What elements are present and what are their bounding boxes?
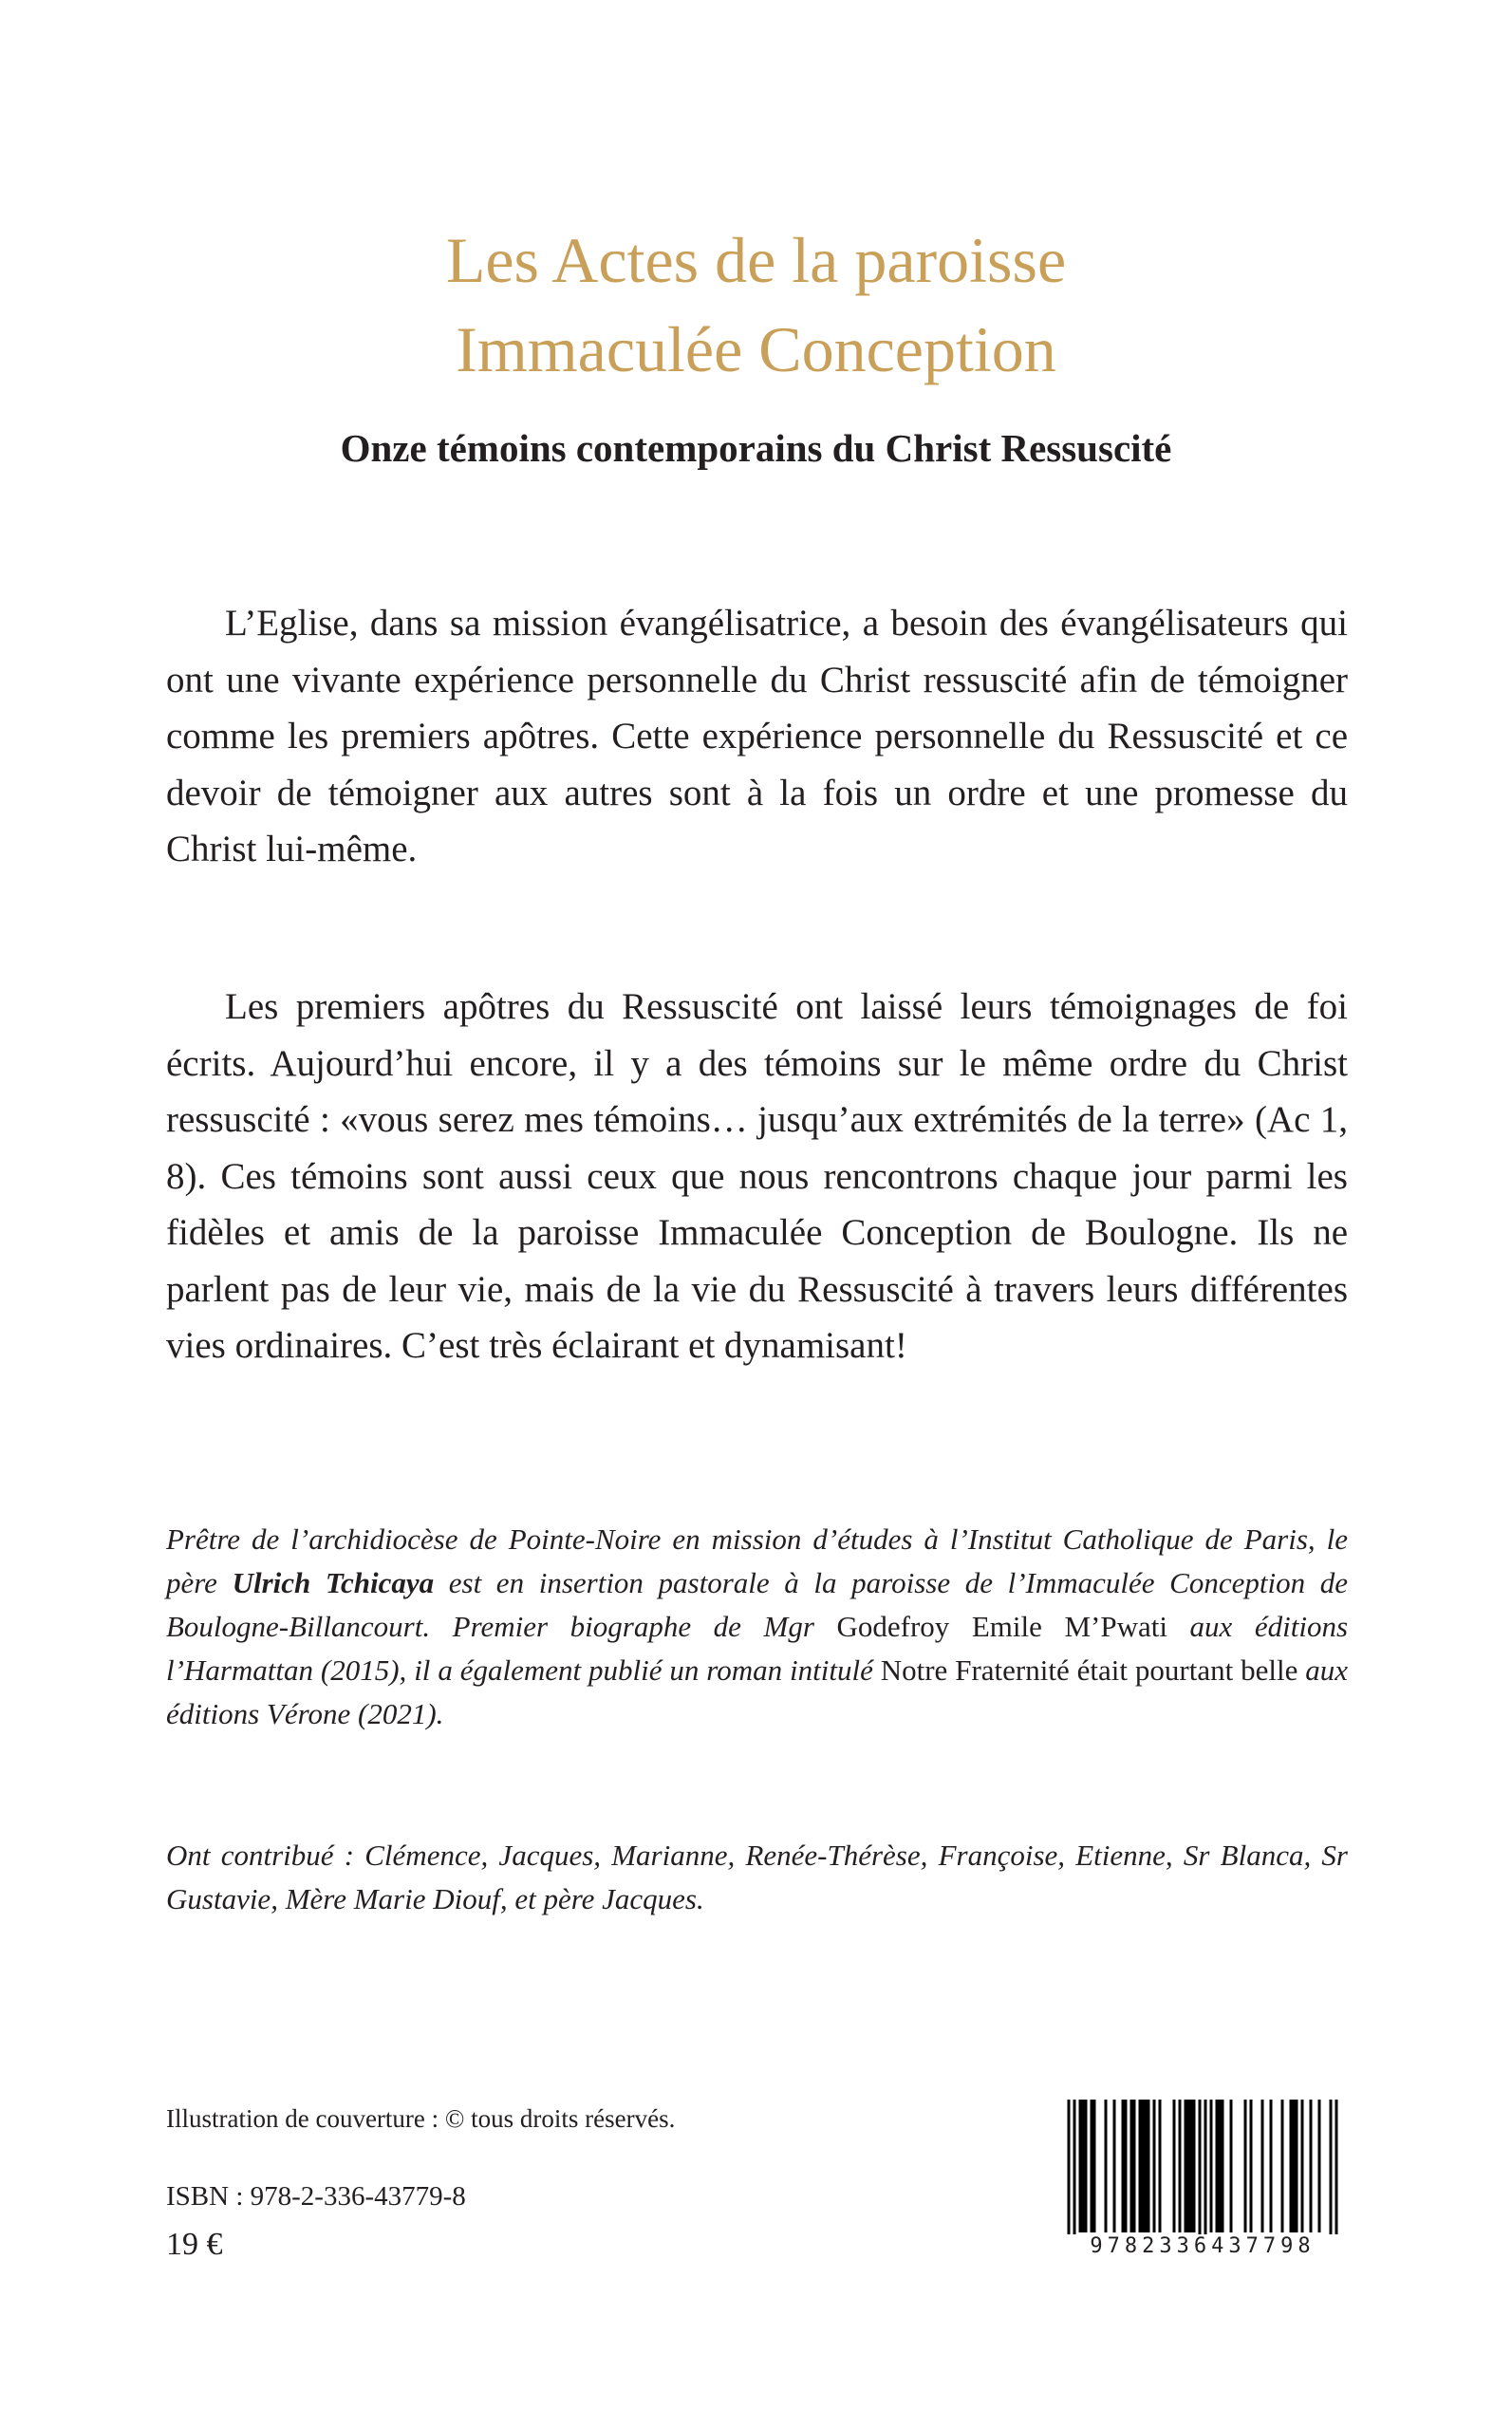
barcode-bar [1204,2100,1207,2242]
bio-text-3: aux éditions l’Harmattan (2015), il a également publié un roman intitulé [166,1610,1349,1687]
barcode-bar [1068,2100,1071,2242]
bio-book-title-1: Godefroy Emile M’Pwati [836,1610,1167,1643]
barcode-bar [1281,2100,1284,2232]
blurb-paragraph-1: L’Eglise, dans sa mission évangélisatrice, a besoin des évangélisateurs qui ont une vivante expérience personnelle du Christ ressuscité afin de témoigner comme les premiers apôtres. Cette expérience personnelle du Ressuscité et ce devoir de témoigner aux autres sont à la fois un ordre et une promesse du Christ lui-même. [166,603,1348,869]
barcode-digits: 9782336437798 [1060,2234,1345,2258]
barcode-bar [1130,2100,1133,2232]
illustration-credit: Illustration de couverture : © tous droits réservés. [166,2104,676,2133]
bio-text-1: Prêtre de l’archidiocèse de Pointe-Noire en mission d’études à l’Institut Catholique de Paris, le père [166,1522,1348,1599]
bio-book-title-2: Notre Fraternité était pourtant belle [880,1653,1298,1687]
barcode-bar [1073,2100,1076,2242]
barcode-bar [1290,2100,1293,2232]
barcode-bar [1153,2100,1156,2232]
barcode-bar [1293,2100,1296,2232]
barcode-bar [1105,2100,1108,2232]
barcode-bar [1122,2100,1125,2232]
barcode-bar [1085,2100,1088,2232]
price: 19 € [166,2227,223,2262]
barcode-bar [1159,2100,1162,2232]
barcode-bar [1296,2100,1298,2232]
barcode-bar [1091,2100,1093,2232]
barcode-bar [1193,2100,1196,2232]
book-title [0,215,1512,394]
barcode-bar [1244,2100,1247,2232]
barcode-bar [1139,2100,1142,2232]
barcode-bar [1210,2100,1213,2232]
barcode-bar [1318,2100,1321,2232]
author-name: Ulrich Tchicaya [232,1566,435,1599]
barcode-bar [1230,2100,1233,2232]
barcode-bar [1335,2100,1338,2242]
barcode-bar [1179,2100,1182,2232]
barcode-bar [1125,2100,1128,2232]
barcode-bar [1142,2100,1145,2232]
title-line-2: Immaculée Conception [456,313,1056,385]
barcode-bar [1185,2100,1187,2232]
isbn: ISBN : 978-2-336-43779-8 [166,2181,466,2212]
barcode-bar [1079,2100,1082,2232]
barcode-bar [1133,2100,1136,2232]
barcode-bar [1216,2100,1219,2232]
barcode-bar [1113,2100,1116,2232]
barcode-bar [1173,2100,1176,2232]
barcode-bar [1310,2100,1313,2232]
book-subtitle: Onze témoins contemporains du Christ Ressuscité [340,426,1172,470]
barcode-bars [1060,2100,1345,2242]
bio-text-2: est en insertion pastorale à la paroisse de l’Immaculée Conception de Boulogne-Billancourt. Premier biographe de Mgr [166,1566,1348,1643]
contributors: Ont contribué : Clémence, Jacques, Marianne, Renée-Thérèse, Françoise, Etienne, Sr Blanca, Sr Gustavie, Mère Marie Diouf, et père Jacques. [166,1839,1348,1915]
barcode-bar [1093,2100,1096,2232]
author-bio [166,1518,1348,1736]
barcode-bar [1082,2100,1085,2232]
barcode-bar [1190,2100,1193,2232]
title-line-1: Les Actes de la paroisse [445,224,1067,296]
barcode-bar [1250,2100,1253,2232]
barcode-bar [1187,2100,1190,2232]
barcode-bar [1145,2100,1148,2232]
barcode-bar [1199,2100,1202,2242]
blurb-paragraph-2: Les premiers apôtres du Ressuscité ont laissé leurs témoignages de foi écrits. Aujourd’hui encore, il y a des témoins sur le même ordre du Christ ressuscité : «vous serez mes témoins… jusqu’aux extrémités de la terre» (Ac 1, 8). Ces témoins sont aussi ceux que nous rencontrons chaque jour parmi les fidèles et amis de la paroisse Immaculée Conception de Boulogne. Ils ne parlent pas de leur vie, mais de la vie du Ressuscité à travers leurs différentes vies ordinaires. C’est très éclairant et dynamisant! [166,986,1348,1366]
barcode-bar [1219,2100,1222,2232]
barcode-bar [1222,2100,1224,2232]
barcode-bar [1301,2100,1304,2232]
barcode [1060,2100,1345,2280]
barcode-bar [1330,2100,1333,2242]
barcode-bar [1261,2100,1264,2232]
bio-text-4: aux éditions Vérone (2021). [166,1653,1349,1730]
barcode-bar [1148,2100,1150,2232]
barcode-bar [1270,2100,1273,2232]
